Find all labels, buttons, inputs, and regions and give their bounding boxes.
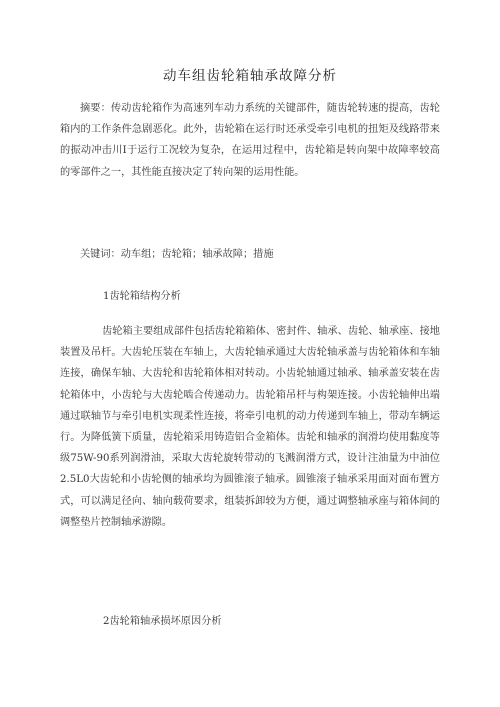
- abstract-paragraph: 摘要：传动齿轮箱作为高速列车动力系统的关键部件，随齿轮转速的提高，齿轮箱内的工作条件急剧恶化。此外，齿轮箱在运行时还承受牵引电机的扭矩及线路带来的振动冲击川Ⅰ于运行工况较为复杂，在运用过程中，齿轮箱是转向架中故障率较高的零部件之一，其性能直接决定了转向架的运用性能。: [60, 103, 440, 178]
- section-1-body: 齿轮箱主要组成部件包括齿轮箱箱体、密封件、轴承、齿轮、轴承座、接地装置及吊杆。大齿轮压装在车轴上，大齿轮轴承通过大齿轮轴承盖与齿轮箱体和车轴连接，确保车轴、大齿轮和齿轮箱体相对转动。小齿轮轴通过轴承、轴承盖安装在齿轮箱体中，小齿轮与大齿轮啮合传递动力。齿轮箱吊杆与构架连接。小齿轮轴伸出端通过联轴节与牵引电机实现柔性连接，将牵引电机的动力传递到车轴上，带动车辆运行。为降低簧下质量，齿轮箱采用铸造铝合金箱体。齿轮和轴承的润滑均使用黏度等级75W-90系列润滑油，采取大齿轮旋转带动的飞溅润滑方式，设计注油量为中油位2.5L0大齿轮和小齿轮侧的轴承均为圆锥滚子轴承。圆锥滚子轴承采用面对面布置方式，可以满足径向、轴向载荷要求，组装拆卸较为方便，通过调整轴承座与箱体间的调整垫片控制轴承游隙。: [60, 326, 440, 528]
- section-2-heading: 2齿轮箱轴承损坏原因分析: [103, 616, 222, 627]
- keywords-line: 关键词：动车组；齿轮箱；轴承故障；措施: [80, 249, 274, 260]
- section-1-heading: 1齿轮箱结构分析: [103, 291, 181, 302]
- document-title: 动车组齿轮箱轴承故障分析: [163, 68, 337, 84]
